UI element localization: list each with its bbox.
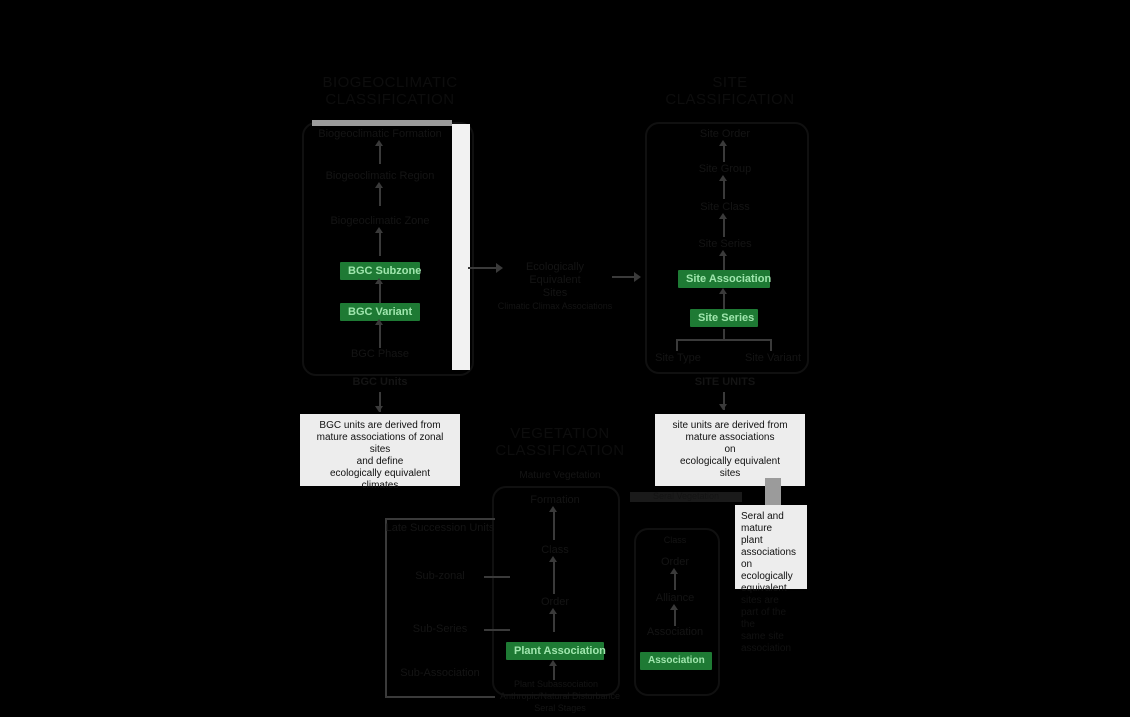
veg-left-item-subzonal: Sub-zonal [415,570,465,582]
veg-heading-line2: CLASSIFICATION [495,442,625,459]
veg-left-item-subassociation: Sub-Association [400,667,480,679]
bgc-note-panel: BGC units are derived from mature associations of zonal sites and define ecologically equivalent climates [300,414,460,486]
veg-subtitle: Mature Vegetation [519,470,601,481]
seral-connector [765,478,781,506]
link-label-line2: Equivalent [529,274,581,286]
bgc-level-subzone: BGC Subzone [340,262,420,280]
bgc-heading [300,74,480,108]
site-level-order: Site Order [699,128,751,140]
bgc-level-zone: Biogeoclimatic Zone [330,215,430,227]
site-type-label: Site Type [655,352,701,364]
bgc-bracket-fill [452,124,470,370]
seral-bracket [634,528,720,696]
bgc-units-label: BGC Units [352,376,408,388]
link-label-line4: Climatic Climax Associations [497,301,613,311]
bgc-heading-line2: CLASSIFICATION [325,91,455,108]
veg-right-group-title: Seral Vegetation [652,491,720,501]
bgc-level-variant: BGC Variant [340,303,420,321]
seral-level-association: Association [640,652,712,670]
veg-left-group-title: Late Succession Units [385,522,495,534]
site-units-label: SITE UNITS [694,376,756,388]
site-level-series-2: Site Series [690,309,758,327]
bgc-level-region: Biogeoclimatic Region [325,170,435,182]
site-variant-label: Site Variant [744,352,802,364]
link-label-line1: Ecologically [525,261,585,273]
site-level-association: Site Association [678,270,770,288]
veg-level-plant-association: Plant Association [506,642,604,660]
bgc-level-formation: Biogeoclimatic Formation [318,128,442,140]
veg-level-order: Order [540,596,570,608]
site-note-panel: site units are derived from mature associations on ecologically equivalent sites [655,414,805,486]
seral-level-association-label: Association [646,626,704,638]
veg-left-item-subseries: Sub-Series [412,623,468,635]
site-heading-line1: SITE [712,74,748,91]
bgc-level-phase: BGC Phase [350,348,410,360]
bgc-top-bar [312,120,452,126]
site-heading-line2: CLASSIFICATION [665,91,795,108]
seral-level-class: Class [663,535,687,545]
site-level-series: Site Series [698,238,752,250]
bgc-bracket [302,122,474,376]
veg-footer-line1: Anthropic/Natural Disturbance [499,691,621,701]
site-heading [655,74,805,108]
veg-level-formation: Formation [530,494,580,506]
veg-footer-line2: Seral Stages [534,703,586,713]
veg-level-class: Class [541,544,569,556]
seral-level-alliance: Alliance [655,592,695,604]
veg-heading-line1: VEGETATION [510,425,610,442]
site-level-group: Site Group [698,163,752,175]
vegetation-heading [470,425,650,459]
veg-level-subassociation: Plant Subassociation [513,679,599,689]
bgc-heading-line1: BIOGEOCLIMATIC [322,74,458,91]
seral-level-order: Order [660,556,690,568]
seral-note-panel: Seral and mature plant associations on ecologically equivalent sites are part of the the same site association [735,505,807,589]
link-label-line3: Sites [542,287,568,299]
site-level-class: Site Class [700,201,750,213]
